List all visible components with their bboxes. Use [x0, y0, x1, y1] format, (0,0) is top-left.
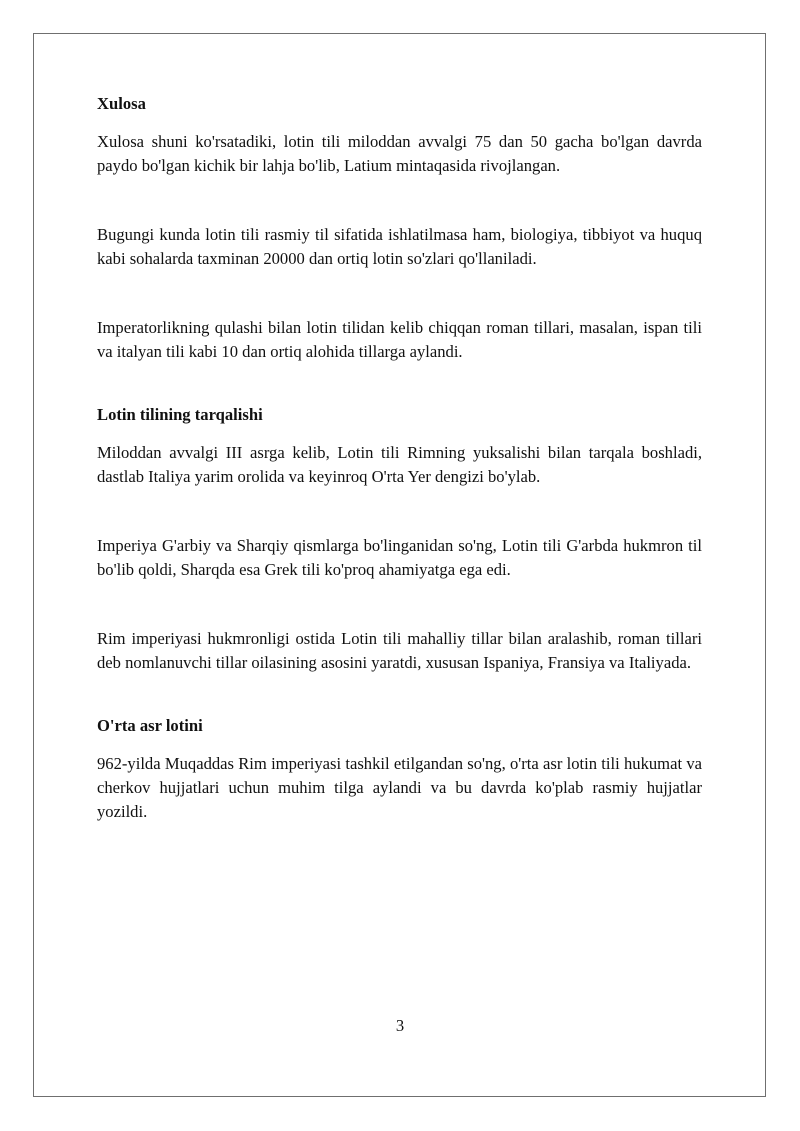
section-orta-asr-lotini [97, 714, 702, 824]
paragraph: Imperiya G'arbiy va Sharqiy qismlarga bo'linganidan so'ng, Lotin tili G'arbda hukmron til bo'lib qoldi, Sharqda esa Grek tili ko'proq ahamiyatga ega edi. [97, 536, 702, 579]
section-xulosa [97, 92, 702, 364]
page-number: 3 [395, 1016, 405, 1035]
paragraph: Imperatorlikning qulashi bilan lotin tilidan kelib chiqqan roman tillari, masalan, ispan tili va italyan tili kabi 10 dan ortiq alohida tillarga aylandi. [97, 318, 702, 361]
section-heading: Xulosa [97, 94, 146, 113]
section-heading: Lotin tilining tarqalishi [97, 405, 263, 424]
document-body [97, 92, 702, 824]
section-heading: O'rta asr lotini [97, 716, 203, 735]
paragraph: 962-yilda Muqaddas Rim imperiyasi tashkil etilgandan so'ng, o'rta asr lotin tili hukumat va cherkov hujjatlari uchun muhim tilga aylandi va bu davrda ko'plab rasmiy hujjatlar yozildi. [97, 754, 702, 821]
section-lotin-tilining-tarqalishi [97, 403, 702, 675]
paragraph: Bugungi kunda lotin tili rasmiy til sifatida ishlatilmasa ham, biologiya, tibbiyot va huquq kabi sohalarda taxminan 20000 dan ortiq lotin so'zlari qo'llaniladi. [97, 225, 702, 268]
paragraph: Rim imperiyasi hukmronligi ostida Lotin tili mahalliy tillar bilan aralashib, roman tillari deb nomlanuvchi tillar oilasining asosini yaratdi, xususan Ispaniya, Fransiya va Italiyada. [97, 629, 702, 672]
paragraph: Xulosa shuni ko'rsatadiki, lotin tili miloddan avvalgi 75 dan 50 gacha bo'lgan davrda paydo bo'lgan kichik bir lahja bo'lib, Latium mintaqasida rivojlangan. [97, 132, 702, 175]
paragraph: Miloddan avvalgi III asrga kelib, Lotin tili Rimning yuksalishi bilan tarqala boshladi, dastlab Italiya yarim orolida va keyinroq O'rta Yer dengizi bo'ylab. [97, 443, 702, 486]
